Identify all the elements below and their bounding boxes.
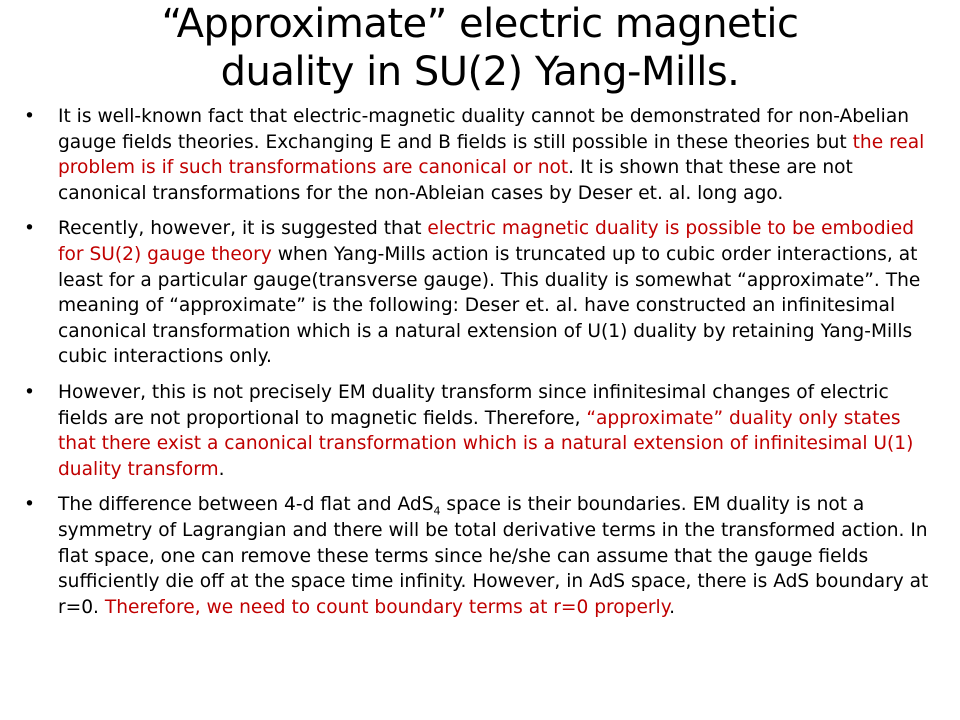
bullet-1-text-a: It is well-known fact that electric-magnetic duality cannot be demonstrated for non-Abelian gauge fields theories. Exchanging E and B fields is still possible in these theories but: [58, 106, 910, 153]
title-line-1: “Approximate” electric magnetic: [161, 1, 799, 47]
bullet-1-emphasis: the real problem is if such transformations are canonical or not: [58, 131, 925, 179]
slide-title: [40, 0, 920, 96]
bullet-dot: •: [24, 494, 35, 516]
bullet-2-emphasis: electric magnetic duality is possible to be embodied for SU(2) gauge theory: [58, 218, 915, 265]
bullet-dot: •: [24, 106, 35, 127]
bullet-3-text-b: .: [218, 458, 225, 480]
title-line-2: duality in SU(2) Yang-Mills.: [220, 49, 740, 95]
bullet-item-3: [20, 380, 940, 482]
bullet-4-text-c: .: [669, 596, 675, 618]
bullet-dot: •: [24, 218, 35, 240]
bullet-4-text-a: The difference between 4-d flat and AdS: [58, 494, 434, 516]
bullet-item-2: [20, 216, 940, 370]
bullet-4-emphasis: Therefore, we need to count boundary terms at r=0 properly: [104, 596, 670, 618]
bullet-2-text-b: when Yang-Mills action is truncated up to cubic order interactions, at least for a particular gauge(transverse gauge). This duality is somewhat “approximate”. The meaning of “approximate” is the following: Deser et. al. have constructed an infinitesimal canonical transformation which is a natural extension of U(1) duality by retaining Yang-Mills cubic interactions only.: [58, 243, 921, 368]
bullet-2-text-a: Recently, however, it is suggested that: [58, 218, 428, 240]
bullet-list: [20, 104, 940, 630]
bullet-4-text-b: space is their boundaries. EM duality is not a symmetry of Lagrangian and there will be total derivative terms in the transformed action. In flat space, one can remove these terms since he/she can assume that the gauge fields sufficiently die off at the space time infinity. However, in AdS space, there is AdS boundary at r=0.: [58, 494, 929, 618]
ads-subscript: 4: [433, 505, 441, 519]
bullet-item-4: [20, 492, 940, 620]
bullet-dot: •: [24, 381, 35, 403]
bullet-1-text-b: . It is shown that these are not canonical transformations for the non-Ableian cases by Deser et. al. long ago.: [58, 157, 853, 204]
bullet-item-1: [20, 104, 940, 206]
bullet-3-text-a: However, this is not precisely EM duality transform since infinitesimal changes of electric fields are not proportional to magnetic fields. Therefore,: [58, 381, 889, 429]
bullet-3-emphasis: “approximate” duality only states that there exist a canonical transformation which is a natural extension of infinitesimal U(1) duality transform: [58, 407, 914, 480]
